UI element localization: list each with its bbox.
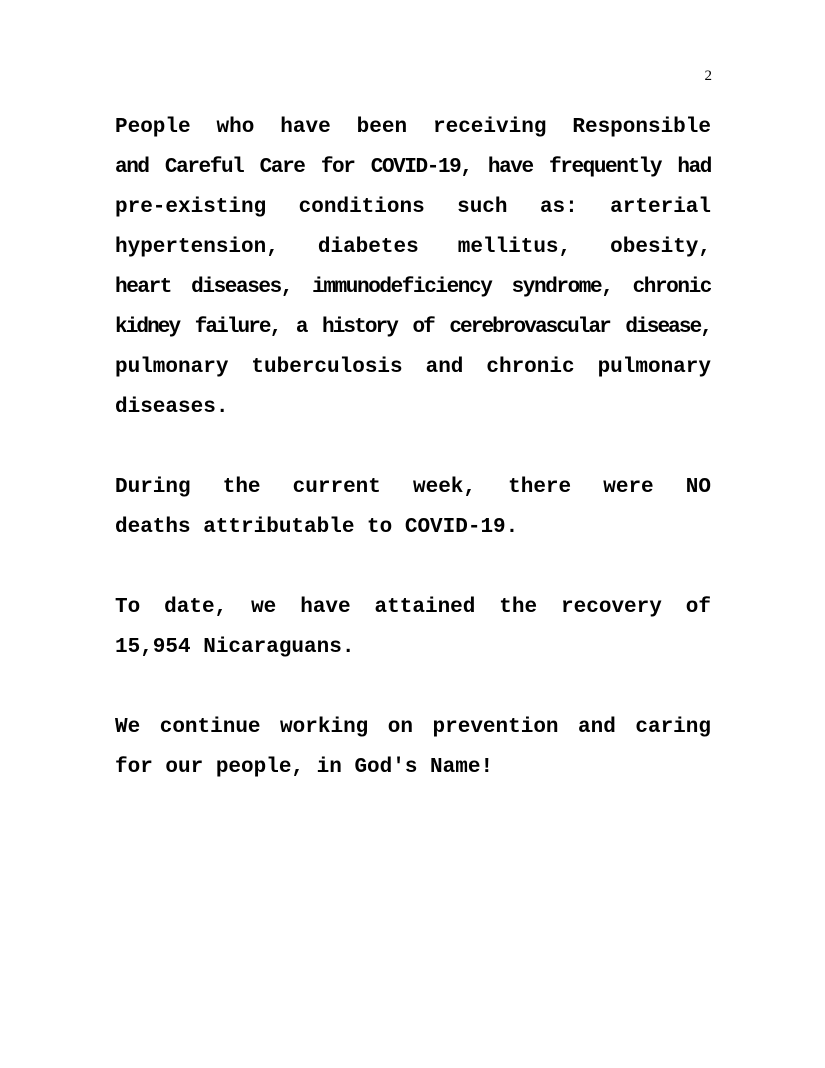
text-line: kidney failure, a history of cerebrovascular disease,	[115, 316, 711, 339]
text-line: To date, we have attained the recovery of	[115, 596, 711, 619]
text-line: and Careful Care for COVID-19, have frequently had	[115, 156, 711, 179]
text-line: hypertension, diabetes mellitus, obesity,	[115, 236, 711, 259]
page-number: 2	[704, 68, 712, 84]
text-line: 15,954 Nicaraguans.	[115, 636, 355, 659]
text-line: for our people, in God's Name!	[115, 756, 494, 779]
paragraph-deaths	[115, 468, 711, 548]
paragraph-recovery	[115, 588, 711, 668]
text-line: deaths attributable to COVID-19.	[115, 516, 519, 539]
document-body	[115, 108, 711, 788]
text-line: pre-existing conditions such as: arterial	[115, 196, 711, 219]
paragraph-closing	[115, 708, 711, 788]
text-line: People who have been receiving Responsible	[115, 116, 711, 139]
text-line: heart diseases, immunodeficiency syndrome, chronic	[115, 276, 711, 299]
text-line: During the current week, there were NO	[115, 476, 711, 499]
text-line: pulmonary tuberculosis and chronic pulmonary	[115, 356, 711, 379]
text-line: We continue working on prevention and caring	[115, 716, 711, 739]
text-line: diseases.	[115, 396, 229, 419]
paragraph-preexisting-conditions	[115, 108, 711, 428]
